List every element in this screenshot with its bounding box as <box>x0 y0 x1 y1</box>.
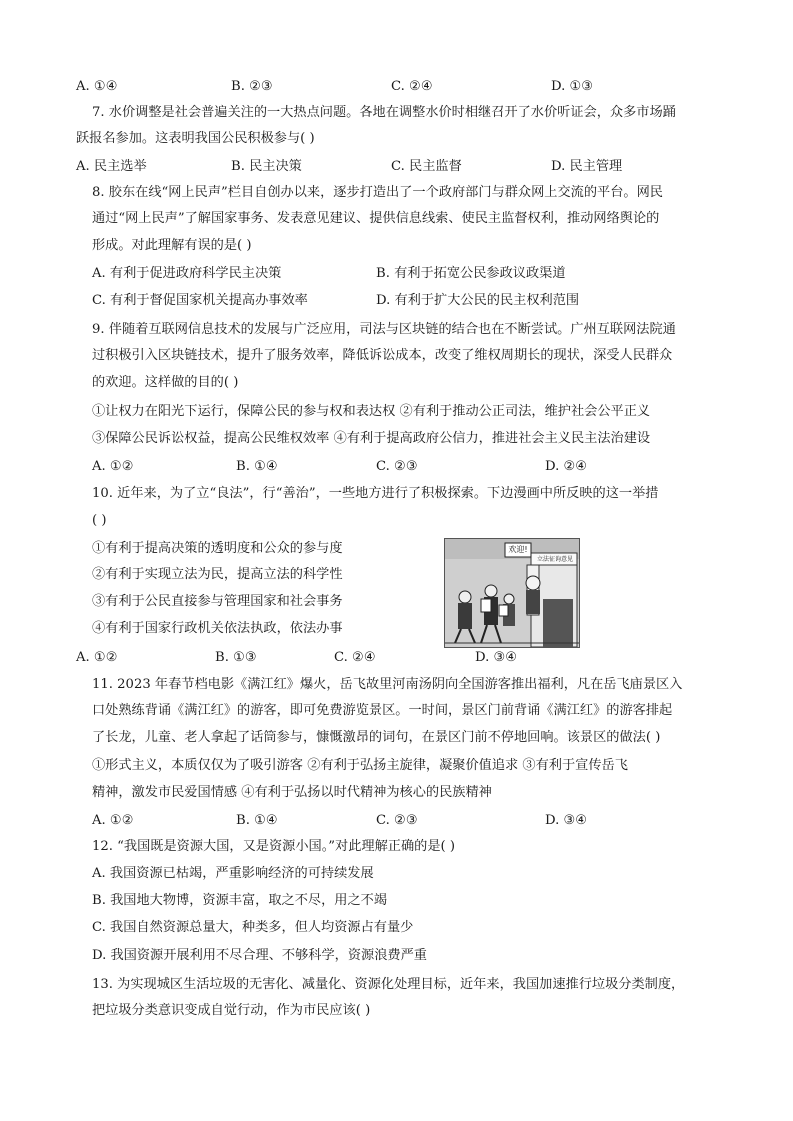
q8-option-b: B. 有利于拓宽公民参政议政渠道 <box>376 266 566 281</box>
q7-option-b: B. 民主决策 <box>231 159 302 174</box>
q9-stem-line-2: 过积极引入区块链技术，提升了服务效率，降低诉讼成本，改变了维权周期长的现状，深受人民群众 <box>92 348 673 363</box>
q12-option-a: A. 我国资源已枯竭，严重影响经济的可持续发展 <box>92 866 374 881</box>
q11-option-c: C. ②③ <box>376 813 418 828</box>
q8-stem-line-1: 8. 胶东在线“网上民声”栏目自创办以来，逐步打造出了一个政府部门与群众网上交流的平台。网民 <box>92 185 663 200</box>
q11-statements-line-2: 精神，激发市民爱国情感 ④有利于弘扬以时代精神为核心的民族精神 <box>92 785 492 800</box>
q7-stem-line-2: 跃报名参加。这表明我国公民积极参与( ) <box>76 131 315 146</box>
q12-stem: 12. “我国既是资源大国，又是资源小国。”对此理解正确的是( ) <box>92 839 456 854</box>
q10-option-c: C. ②④ <box>334 650 376 665</box>
q13-stem-line-1: 13. 为实现城区生活垃圾的无害化、减量化、资源化处理目标，近年来，我国加速推行垃圾分类制度， <box>92 977 685 992</box>
q10-stem-line-1: 10. 近年来，为了立“良法”，行“善治”，一些地方进行了积极探索。下边漫画中所反映的这一举措 <box>92 486 659 501</box>
q9-option-d: D. ②④ <box>545 459 588 474</box>
q11-statements-line-1: ①形式主义，本质仅仅为了吸引游客 ②有利于弘扬主旋律，凝聚价值追求 ③有利于宣传岳飞 <box>92 758 628 773</box>
q9-option-b: B. ①④ <box>236 459 278 474</box>
q7-option-a: A. 民主选举 <box>76 159 147 174</box>
q10-option-d: D. ③④ <box>475 650 518 665</box>
q10-statement-2: ②有利于实现立法为民，提高立法的科学性 <box>92 567 343 582</box>
q12-option-b: B. 我国地大物博，资源丰富，取之不尽，用之不竭 <box>92 893 388 908</box>
q11-option-a: A. ①② <box>92 813 134 828</box>
q6-option-d: D. ①③ <box>551 79 594 94</box>
q9-stem-line-3: 的欢迎。这样做的目的( ) <box>92 375 239 390</box>
q8-option-a: A. 有利于促进政府科学民主决策 <box>92 266 282 281</box>
q11-option-b: B. ①④ <box>236 813 278 828</box>
q11-stem-line-3: 了长龙，儿童、老人拿起了话筒参与，慷慨激昂的词句，在景区门前不停地回响。该景区的做法( ) <box>92 730 661 745</box>
q8-option-d: D. 有利于扩大公民的民主权利范围 <box>376 293 580 308</box>
q7-option-c: C. 民主监督 <box>391 159 462 174</box>
q6-option-c: C. ②④ <box>391 79 433 94</box>
q9-option-a: A. ①② <box>92 459 134 474</box>
q7-option-d: D. 民主管理 <box>551 159 623 174</box>
q10-statement-3: ③有利于公民直接参与管理国家和社会事务 <box>92 594 343 609</box>
q12-option-d: D. 我国资源开展利用不尽合理、不够科学，资源浪费严重 <box>92 948 427 963</box>
q10-statement-4: ④有利于国家行政机关依法执政，依法办事 <box>92 621 343 636</box>
q8-stem-line-3: 形成。对此理解有误的是( ) <box>92 238 252 253</box>
q9-stem-line-1: 9. 伴随着互联网信息技术的发展与广泛应用，司法与区块链的结合也在不断尝试。广州互联网法院通 <box>92 322 676 337</box>
q10-cartoon-image <box>444 538 580 648</box>
q11-stem-line-1: 11. 2023 年春节档电影《满江红》爆火，岳飞故里河南汤阴向全国游客推出福利，凡在岳飞庙景区入 <box>92 677 683 692</box>
cartoon-banner: 立法征询意见 <box>536 556 573 563</box>
q13-stem-line-2: 把垃圾分类意识变成自觉行动，作为市民应该( ) <box>92 1003 371 1018</box>
q10-option-b: B. ①③ <box>215 650 257 665</box>
q10-stem-line-2: ( ) <box>92 513 107 528</box>
q6-option-b: B. ②③ <box>231 79 273 94</box>
q10-statement-1: ①有利于提高决策的透明度和公众的参与度 <box>92 541 343 556</box>
q12-option-c: C. 我国自然资源总量大，种类多，但人均资源占有量少 <box>92 920 414 935</box>
q9-option-c: C. ②③ <box>376 459 418 474</box>
q7-stem-line-1: 7. 水价调整是社会普遍关注的一大热点问题。各地在调整水价时相继召开了水价听证会，众多市场踊 <box>92 105 676 120</box>
q10-option-a: A. ①② <box>76 650 118 665</box>
q6-option-a: A. ①④ <box>76 79 118 94</box>
q11-stem-line-2: 口处熟练背诵《满江红》的游客，即可免费游览景区。一时间，景区门前背诵《满江红》的游客排起 <box>92 703 673 718</box>
q8-option-c: C. 有利于督促国家机关提高办事效率 <box>92 293 308 308</box>
q9-statements-line-1: ①让权力在阳光下运行，保障公民的参与权和表达权 ②有利于推动公正司法，维护社会公平正义 <box>92 404 651 419</box>
q8-stem-line-2: 通过“网上民声”了解国家事务、发表意见建议、提供信息线索、使民主监督权利，推动网络舆论的 <box>92 211 660 226</box>
q11-option-d: D. ③④ <box>545 813 588 828</box>
cartoon-welcome-sign: 欢迎! <box>508 545 528 554</box>
q9-statements-line-2: ③保障公民诉讼权益，提高公民维权效率 ④有利于提高政府公信力，推进社会主义民主法治建设 <box>92 431 651 446</box>
